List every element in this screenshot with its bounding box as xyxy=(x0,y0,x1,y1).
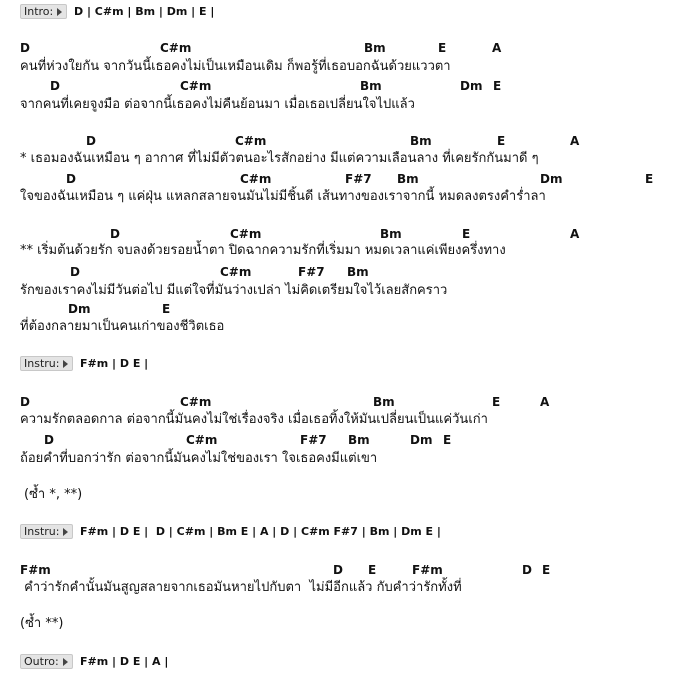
expand-triangle-icon xyxy=(63,528,68,536)
chord: D xyxy=(20,395,30,409)
chord: E xyxy=(443,433,452,447)
lyric-line: จากคนที่เคยจูงมือ ต่อจากนี้เธอคงไม่คืนย้อนมา เมื่อเธอเปลี่ยนใจไปแล้ว xyxy=(20,97,415,112)
lyric-line: คนที่ห่วงใยกัน จากวันนี้เธอคงไม่เป็นเหมือนเดิม ก็พอรู้ที่เธอบอกฉันด้วยแววตา xyxy=(20,59,451,74)
chord: C#m xyxy=(235,134,267,148)
chord: F#m xyxy=(412,563,443,577)
chord: Dm xyxy=(540,172,563,186)
chord: D xyxy=(86,134,96,148)
chord: D xyxy=(70,265,80,279)
instru-chords: F#m | D E | D | C#m | Bm E | A | D | C#m F#7 | Bm | Dm E | xyxy=(80,525,441,538)
lyric-line: รักของเราคงไม่มีวันต่อไป มีแต่ใจที่มันว่างเปล่า ไม่คิดเตรียมใจไว้เลยสักคราว xyxy=(20,283,448,298)
repeat-note: (ซ้ำ **) xyxy=(20,616,64,631)
chord: A xyxy=(492,41,502,55)
chord: A xyxy=(570,134,580,148)
repeat-note: (ซ้ำ *, **) xyxy=(24,487,83,502)
lyric-line: ** เริ่มต้นด้วยรัก จบลงด้วยรอยน้ำตา ปิดฉากความรักที่เริ่มมา หมดเวลาแค่เพียงครึ่งทาง xyxy=(20,243,506,258)
chord: C#m xyxy=(180,395,212,409)
instru-label: Instru: xyxy=(24,525,60,538)
chord: E xyxy=(438,41,447,55)
chord: D xyxy=(333,563,343,577)
chord: C#m xyxy=(160,41,192,55)
expand-triangle-icon xyxy=(63,360,68,368)
outro-label: Outro: xyxy=(24,655,59,668)
chord: Bm xyxy=(380,227,402,241)
chord: D xyxy=(110,227,120,241)
chord: E xyxy=(162,302,171,316)
chord: E xyxy=(497,134,506,148)
instru-tag[interactable] xyxy=(20,524,73,539)
instru-tag[interactable] xyxy=(20,356,73,371)
instru-label: Instru: xyxy=(24,357,60,370)
chord: E xyxy=(493,79,502,93)
chord: E xyxy=(542,563,551,577)
chord: C#m xyxy=(220,265,252,279)
chord: C#m xyxy=(230,227,262,241)
chord: Bm xyxy=(364,41,386,55)
intro-label: Intro: xyxy=(24,5,54,18)
chord: D xyxy=(20,41,30,55)
chord: C#m xyxy=(240,172,272,186)
intro-chords: D | C#m | Bm | Dm | E | xyxy=(74,5,215,18)
chord: Bm xyxy=(347,265,369,279)
chord: A xyxy=(570,227,580,241)
chord: D xyxy=(66,172,76,186)
lyric-line: คำว่ารักคำนั้นมันสูญสลายจากเธอมันหายไปกับตา ไม่มีอีกแล้ว กับคำว่ารักทั้งที่ xyxy=(20,580,462,595)
outro-chords: F#m | D E | A | xyxy=(80,655,169,668)
chord: D xyxy=(44,433,54,447)
lyric-line: ที่ต้องกลายมาเป็นคนเก่าของชีวิตเธอ xyxy=(20,319,225,334)
chord: Bm xyxy=(373,395,395,409)
expand-triangle-icon xyxy=(63,658,68,666)
chord: E xyxy=(645,172,654,186)
lyric-line: * เธอมองฉันเหมือน ๆ อากาศ ที่ไม่มีตัวตนอะไรสักอย่าง มีแต่ความเลือนลาง ที่เคยรักกันมาดี ๆ xyxy=(20,151,539,166)
chord: F#7 xyxy=(345,172,372,186)
chord: Dm xyxy=(410,433,433,447)
chord: E xyxy=(462,227,471,241)
chord: Bm xyxy=(397,172,419,186)
chord: Dm xyxy=(68,302,91,316)
lyric-line: ถ้อยคำที่บอกว่ารัก ต่อจากนี้มันคงไม่ใช่ของเรา ใจเธอคงมีแต่เขา xyxy=(20,451,378,466)
chord: D xyxy=(522,563,532,577)
expand-triangle-icon xyxy=(57,8,62,16)
lyric-line: ความรักตลอดกาล ต่อจากนี้มันคงไม่ใช่เรื่องจริง เมื่อเธอทิ้งให้มันเปลี่ยนเป็นแค่วันเก่า xyxy=(20,412,488,427)
chord: Bm xyxy=(360,79,382,93)
intro-tag[interactable] xyxy=(20,4,67,19)
chord: Bm xyxy=(348,433,370,447)
chord: F#7 xyxy=(298,265,325,279)
chord: F#m xyxy=(20,563,51,577)
chord: A xyxy=(540,395,550,409)
chord: C#m xyxy=(186,433,218,447)
chord: Bm xyxy=(410,134,432,148)
chord: C#m xyxy=(180,79,212,93)
lyric-line: ใจของฉันเหมือน ๆ แค่ฝุ่น แหลกสลายจนมันไม่มีชิ้นดี เส้นทางของเราจากนี้ หมดลงตรงคำร่ำลา xyxy=(20,189,546,204)
chord: F#7 xyxy=(300,433,327,447)
chord: D xyxy=(50,79,60,93)
chord: Dm xyxy=(460,79,483,93)
chord: E xyxy=(492,395,501,409)
chord: E xyxy=(368,563,377,577)
instru-chords: F#m | D E | xyxy=(80,357,149,370)
outro-tag[interactable] xyxy=(20,654,73,669)
